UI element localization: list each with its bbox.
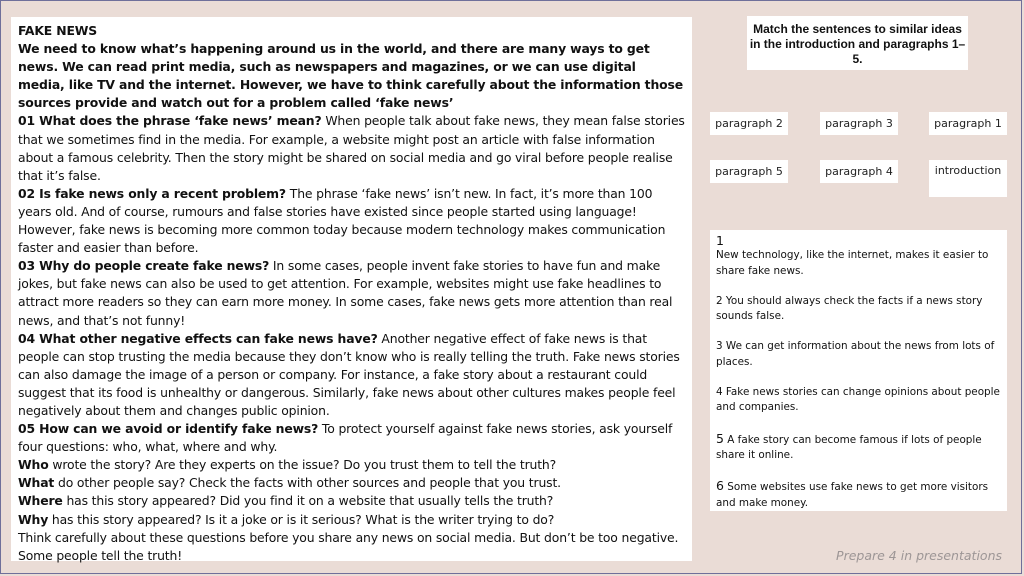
section-3-text: In some cases, people invent fake stories to have fun and make jokes, but fake news can also be used to get attention. For example, websites might use fake headlines to attract more readers so they can earn more money. In some cases, fake news gets more attention than real news, and that’s not funny! [18, 258, 673, 328]
section-4 [18, 330, 685, 420]
tile-paragraph-2[interactable]: paragraph 2 [710, 112, 788, 135]
section-5-text: To protect yourself against fake news stories, ask yourself four questions: who, what, where and why. [18, 421, 673, 455]
section-2-text: The phrase ‘fake news’ isn’t new. In fact, it’s more than 100 years old. And of course, rumours and false stories have existed since people started using language! However, fake news is becoming more common today because modern technology makes communication faster and easier than before. [18, 185, 666, 256]
section-1-text: When people talk about fake news, they mean false stories that we sometimes find in the media. For example, a website might post an article with false information about a famous celebrity. Then the story might be shared on social media and go viral before people realise that it’s false. [18, 113, 685, 183]
article-title: FAKE NEWS [18, 23, 98, 38]
sentence-5-text: A fake story can become famous if lots of people share it online. [716, 433, 982, 461]
sentence-1-number: 1 [716, 233, 724, 248]
section-1 [18, 112, 685, 184]
article-text-box [11, 17, 692, 561]
sentence-6-text: Some websites use fake news to get more visitors and make money. [716, 481, 989, 509]
question-word-what: What [18, 475, 55, 491]
closing-text: Think carefully about these questions before you share any news on social media. But don’t be too negative. Some people tell the truth! [18, 529, 679, 563]
sentence-5-number: 5 [716, 430, 724, 446]
question-who-text: wrote the story? Are they experts on the issue? Do you trust them to tell the truth? [48, 457, 557, 473]
tile-paragraph-3[interactable]: paragraph 3 [820, 112, 898, 135]
question-word-where: Where [18, 493, 63, 509]
section-2-question: 02 Is fake news only a recent problem? [18, 185, 286, 201]
section-5 [18, 420, 685, 456]
section-5-question: 05 How can we avoid or identify fake news? [18, 421, 319, 437]
tile-paragraph-5[interactable]: paragraph 5 [710, 160, 788, 183]
question-where [18, 492, 685, 510]
sentence-3: 3 We can get information about the news from lots of places. [716, 340, 995, 368]
section-2 [18, 185, 685, 257]
section-1-question: 01 What does the phrase ‘fake news’ mean? [18, 113, 322, 129]
question-why [18, 511, 685, 529]
sentence-1 [716, 233, 1001, 279]
sentence-6-number: 6 [716, 478, 724, 494]
sentence-2: 2 You should always check the facts if a news story sounds false. [716, 294, 983, 323]
sentence-1-text: New technology, like the internet, makes it easier to share fake news. [716, 249, 989, 277]
section-4-question: 04 What other negative effects can fake news have? [18, 330, 378, 346]
question-word-why: Why [18, 511, 49, 527]
question-where-text: has this story appeared? Did you find it on a website that usually tells the truth? [62, 493, 554, 509]
question-what-text: do other people say? Check the facts with other sources and people that you trust. [54, 475, 561, 491]
question-word-who: Who [18, 457, 49, 473]
footer-caption: Prepare 4 in presentations [836, 548, 1002, 563]
question-why-text: has this story appeared? Is it a joke or is it serious? What is the writer trying to do? [48, 511, 555, 527]
section-3 [18, 257, 685, 329]
question-who [18, 456, 685, 474]
question-what [18, 474, 685, 492]
sentence-6 [716, 478, 1001, 511]
tile-introduction[interactable]: introduction [929, 160, 1007, 197]
article-intro: We need to know what’s happening around us in the world, and there are many ways to get news. We can read print media, such as newspapers and magazines, or we can use digital media, like TV and the internet. However, we have to think carefully about the information those sources provide and watch out for a problem called ‘fake news’ [18, 41, 683, 111]
sentences-box [710, 230, 1007, 511]
sentence-4: 4 Fake news stories can change opinions about people and companies. [716, 386, 1000, 414]
instruction-box: Match the sentences to similar ideas in the introduction and paragraphs 1–5. [747, 16, 968, 70]
section-3-question: 03 Why do people create fake news? [18, 258, 270, 274]
sentence-5 [716, 431, 1001, 464]
section-4-text: Another negative effect of fake news is that people can stop trusting the media because they don’t know who is really telling the truth. Fake news stories can also damage the image of a person or company. For instance, a fake story about a restaurant could suggest that its food is unhealthy or dangerous. Similarly, fake news about other cultures makes people feel negatively about them and changes public opinion. [18, 330, 680, 418]
tile-paragraph-4[interactable]: paragraph 4 [820, 160, 898, 183]
tile-paragraph-1[interactable]: paragraph 1 [929, 112, 1007, 135]
